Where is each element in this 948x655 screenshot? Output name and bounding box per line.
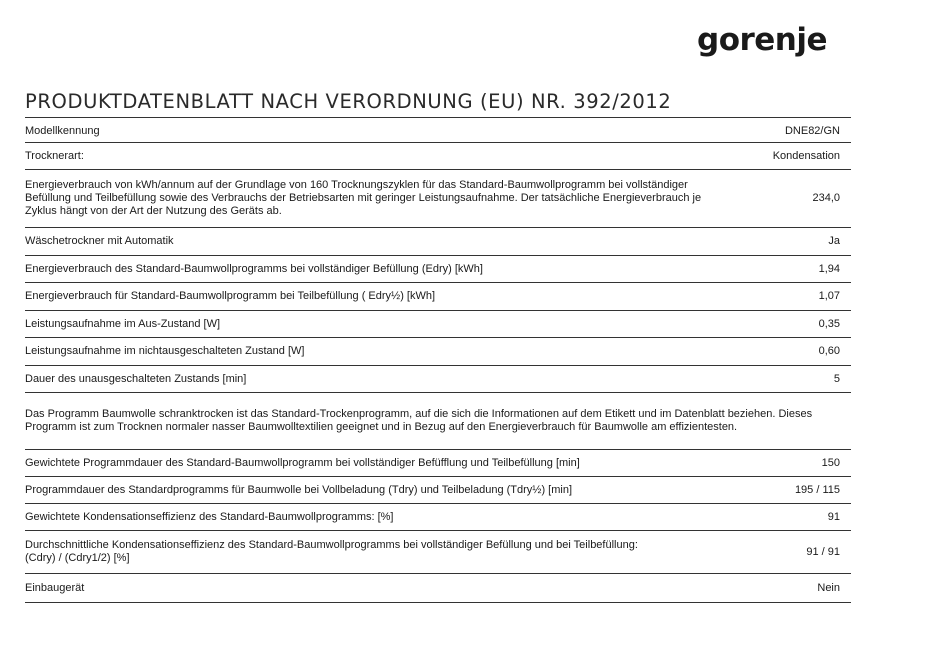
- row-label: Trocknerart:: [25, 149, 84, 162]
- table-row: [25, 531, 851, 574]
- row-value: 91 / 91: [806, 545, 840, 558]
- table-row: [25, 450, 851, 477]
- table-row: [25, 228, 851, 256]
- row-label: Energieverbrauch des Standard-Baumwollprogramms bei vollständiger Befüllung (Edry) [kWh]: [25, 262, 483, 275]
- row-label: Energieverbrauch für Standard-Baumwollprogramm bei Teilbefüllung ( Edry½) [kWh]: [25, 290, 436, 302]
- row-value: Kondensation: [772, 149, 840, 162]
- row-value: 5: [833, 372, 840, 385]
- row-value: 1,07: [818, 290, 840, 302]
- row-value: 234,0: [812, 192, 840, 204]
- row-label: Programmdauer des Standardprogramms für Baumwolle bei Vollbeladung (Tdry) und Teilbeladung (Tdry½) [min]: [25, 483, 573, 496]
- row-value: 91: [827, 510, 840, 523]
- table-row: [25, 121, 851, 143]
- row-label: Gewichtete Kondensationseffizienz des Standard-Baumwollprogramms: [%]: [25, 510, 394, 523]
- row-label: Durchschnittliche Kondensationseffizienz des Standard-Baumwollprogramms bei vollständiger Befüllung und bei Teilbefüllung: (Cdry) / (Cdry1/2) [%]: [25, 539, 638, 564]
- row-label: Gewichtete Programmdauer des Standard-Baumwollprogramm bei vollständiger Befüfflung und Teilbefüllung [min]: [25, 456, 580, 469]
- table-row: [25, 477, 851, 504]
- row-label: Energieverbrauch von kWh/annum auf der Grundlage von 160 Trocknungszyklen für das Standard-Baumwollprogramm bei vollständiger Befüllung und Teilbefüllung sowie des Verbrauchs der Betriebsarten mit geringer Leistungsaufnahme. Der tatsächliche Energieverbrauch je Zyklus hängt von der Art der Nutzung des Geräts ab.: [25, 179, 702, 217]
- row-value: DNE82/GN: [784, 125, 840, 137]
- table-row: [25, 170, 851, 228]
- row-label: Modellkennung: [25, 125, 100, 137]
- row-label: Leistungsaufnahme im nichtausgeschalteten Zustand [W]: [25, 345, 305, 357]
- table-row: [25, 311, 851, 338]
- row-label: Wäschetrockner mit Automatik: [25, 235, 174, 247]
- product-data-table: [25, 121, 851, 603]
- row-value: Ja: [828, 235, 840, 247]
- row-label: Leistungsaufnahme im Aus-Zustand [W]: [25, 317, 221, 330]
- row-value: 195 / 115: [794, 483, 840, 496]
- table-row: [25, 504, 851, 531]
- title-divider: [25, 117, 851, 118]
- page-title: PRODUKTDATENBLATT NACH VERORDNUNG (EU) NR. 392/2012: [25, 90, 672, 113]
- table-row: [25, 256, 851, 283]
- row-label: Das Programm Baumwolle schranktrocken ist das Standard-Trockenprogramm, auf die sich die Informationen auf dem Etikett und im Datenblatt beziehen. Dieses Programm ist zum Trocknen normaler nasser Baumwolltextilien geeignet und in Bezug auf den Energieverbrauch für Baumwolle am effizientesten.: [25, 408, 813, 433]
- row-value: 0,35: [818, 317, 840, 330]
- table-row: [25, 143, 851, 170]
- row-value: 1,94: [818, 262, 840, 275]
- row-value: 150: [821, 456, 840, 469]
- table-row: [25, 283, 851, 311]
- brand-logo: gorenje: [697, 22, 828, 58]
- row-label: Dauer des unausgeschalteten Zustands [min]: [25, 372, 247, 385]
- table-row: [25, 393, 851, 450]
- table-row: [25, 366, 851, 393]
- row-label: Einbaugerät: [25, 581, 85, 594]
- table-row: [25, 338, 851, 366]
- row-value: 0,60: [818, 345, 840, 357]
- row-value: Nein: [817, 581, 840, 594]
- table-row: [25, 574, 851, 603]
